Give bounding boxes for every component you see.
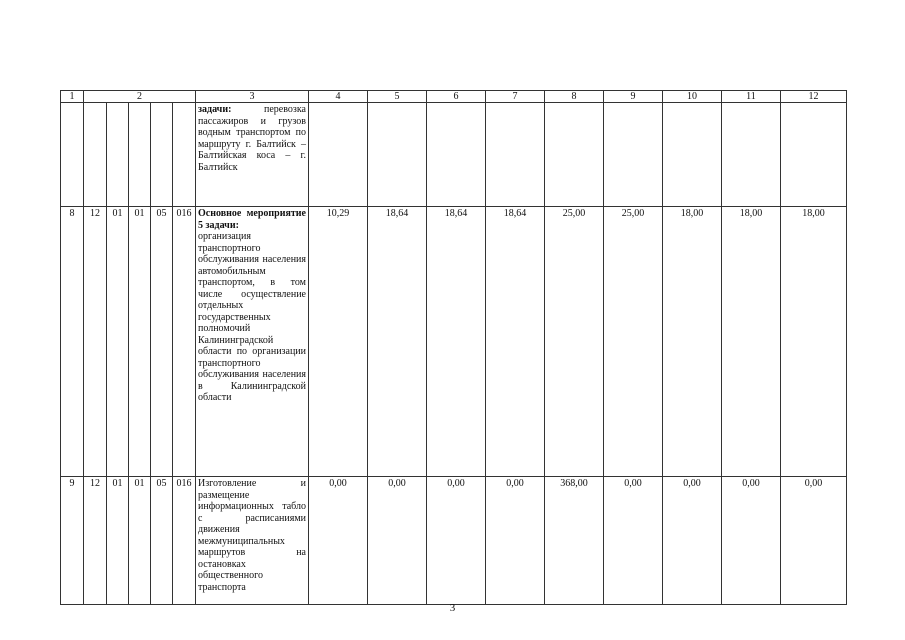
col-header: 6 bbox=[427, 91, 486, 103]
value-cell: 0,00 bbox=[781, 477, 847, 605]
col-header: 7 bbox=[486, 91, 545, 103]
program-table bbox=[60, 90, 847, 605]
value-cell: 25,00 bbox=[545, 207, 604, 477]
activity-text: организация транспортного обслуживания населения автомобильным транспортом, в том числе осуществление отдельных государственных полномочий Калининградской области по организации транспортного обслуживания населения в Калининградской области bbox=[198, 231, 306, 403]
col-header: 12 bbox=[781, 91, 847, 103]
value-cell: 0,00 bbox=[604, 477, 663, 605]
table-header-row bbox=[61, 91, 847, 103]
value-cell: 0,00 bbox=[427, 477, 486, 605]
col-header: 11 bbox=[722, 91, 781, 103]
col-header: 1 bbox=[61, 91, 84, 103]
value-cell: 368,00 bbox=[545, 477, 604, 605]
page-number: 3 bbox=[449, 602, 456, 614]
col-header: 4 bbox=[309, 91, 368, 103]
code-cell: 01 bbox=[129, 477, 151, 605]
code-cell: 01 bbox=[107, 477, 129, 605]
col-header: 2 bbox=[84, 91, 196, 103]
table-row bbox=[61, 477, 847, 605]
code-cell: 05 bbox=[151, 477, 173, 605]
activity-description bbox=[196, 207, 309, 477]
activity-description: Изготовление и размещение информационных табло с расписаниями движения межмуниципальных маршрутов на остановках общественного транспорта bbox=[196, 477, 309, 605]
value-cell: 18,64 bbox=[368, 207, 427, 477]
col-header: 5 bbox=[368, 91, 427, 103]
col-header: 3 bbox=[196, 91, 309, 103]
activity-title-bold: Основное мероприятие 5 задачи: bbox=[198, 208, 306, 231]
code-cell: 12 bbox=[84, 477, 107, 605]
value-cell: 0,00 bbox=[309, 477, 368, 605]
value-cell: 18,00 bbox=[722, 207, 781, 477]
activity-description bbox=[196, 103, 309, 207]
value-cell: 0,00 bbox=[722, 477, 781, 605]
code-cell: 01 bbox=[107, 207, 129, 477]
value-cell: 18,00 bbox=[663, 207, 722, 477]
table-row bbox=[61, 207, 847, 477]
code-cell: 12 bbox=[84, 207, 107, 477]
code-cell: 016 bbox=[173, 477, 196, 605]
col-header: 8 bbox=[545, 91, 604, 103]
col-header: 9 bbox=[604, 91, 663, 103]
code-cell: 016 bbox=[173, 207, 196, 477]
value-cell: 0,00 bbox=[368, 477, 427, 605]
value-cell: 25,00 bbox=[604, 207, 663, 477]
value-cell: 18,64 bbox=[427, 207, 486, 477]
value-cell: 0,00 bbox=[486, 477, 545, 605]
table-row bbox=[61, 103, 847, 207]
value-cell: 18,64 bbox=[486, 207, 545, 477]
code-cell: 05 bbox=[151, 207, 173, 477]
activity-title-bold: задачи: bbox=[198, 104, 232, 115]
value-cell: 0,00 bbox=[663, 477, 722, 605]
col-header: 10 bbox=[663, 91, 722, 103]
value-cell: 18,00 bbox=[781, 207, 847, 477]
row-number: 8 bbox=[61, 207, 84, 477]
activity-text: перевозка пассажиров и грузов водным транспортом по маршруту г. Балтийск – Балтийская коса – г. Балтийск bbox=[198, 104, 306, 173]
code-cell: 01 bbox=[129, 207, 151, 477]
value-cell: 10,29 bbox=[309, 207, 368, 477]
row-number: 9 bbox=[61, 477, 84, 605]
